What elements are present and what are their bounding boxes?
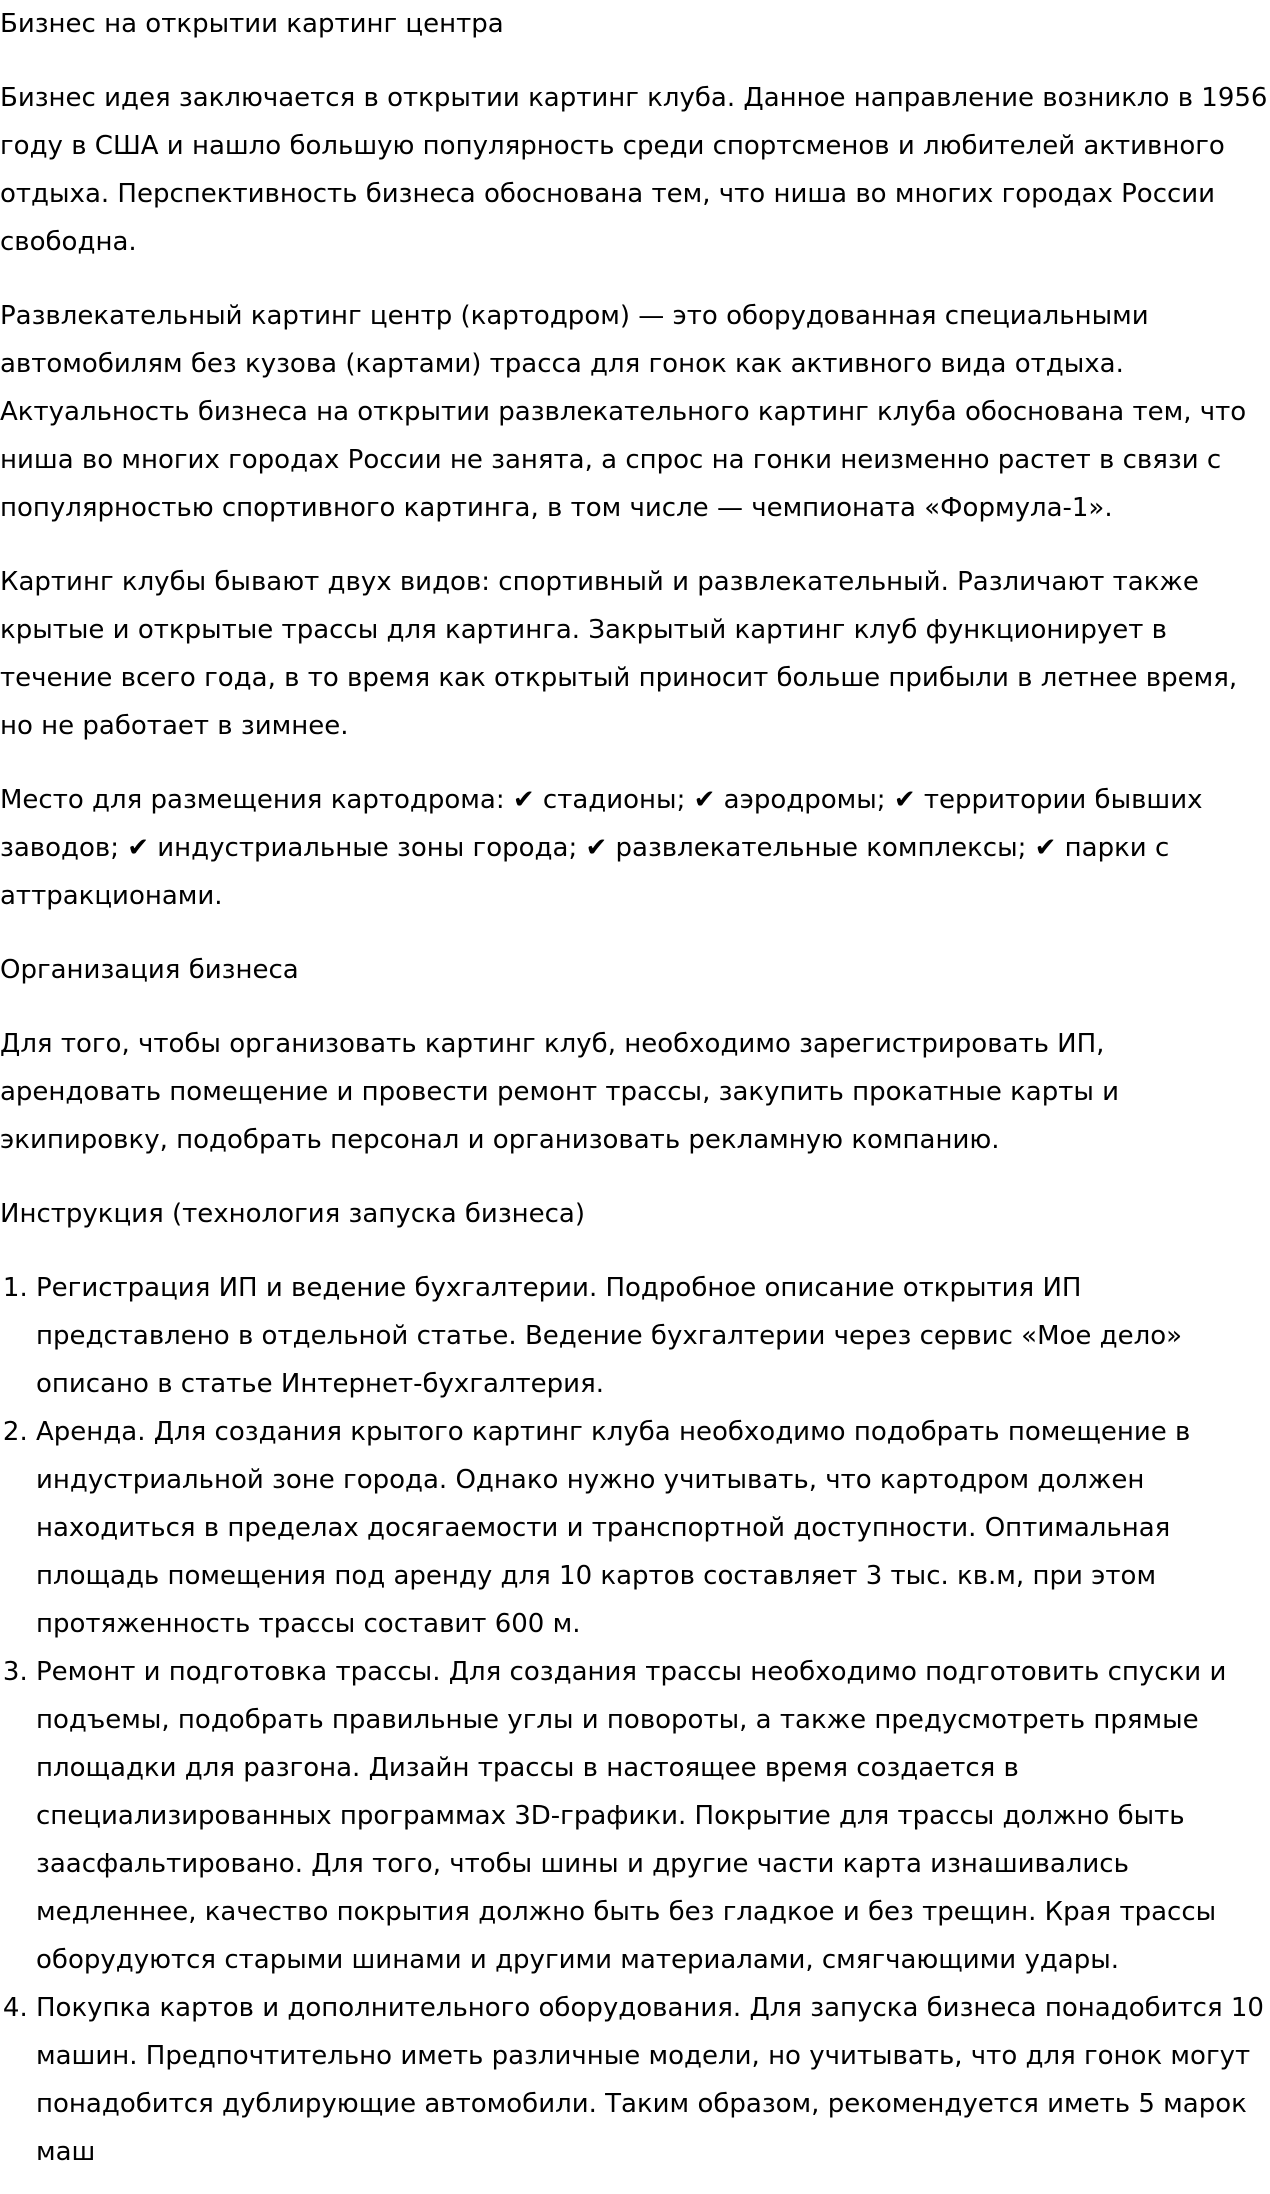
- section-heading-organization: Организация бизнеса: [0, 955, 299, 985]
- paragraph-locations: Место для размещения картодрома: ✔ стадионы; ✔ аэродромы; ✔ территории бывших заводов; ✔ индустриальные зоны города; ✔ развлекательные комплексы; ✔ парки с аттракционами.: [0, 785, 1203, 911]
- section-heading-instructions: Инструкция (технология запуска бизнеса): [0, 1199, 586, 1229]
- article-title: Бизнес на открытии картинг центра: [0, 9, 504, 39]
- steps-list: [0, 1264, 1270, 2176]
- paragraph-intro: Бизнес идея заключается в открытии картинг клуба. Данное направление возникло в 1956 году в США и нашло большую популярность среди спортсменов и любителей активного отдыха. Перспективность бизнеса обоснована тем, что ниша во многих городах России свободна.: [0, 83, 1268, 257]
- paragraph-organization: Для того, чтобы организовать картинг клуб, необходимо зарегистрировать ИП, арендовать помещение и провести ремонт трассы, закупить прокатные карты и экипировку, подобрать персонал и организовать рекламную компанию.: [0, 1029, 1120, 1155]
- step-item-track-repair: 3. Ремонт и подготовка трассы. Для создания трассы необходимо подготовить спуски и подъемы, подобрать правильные углы и повороты, а также предусмотреть прямые площадки для разгона. Дизайн трассы в настоящее время создается в специализированных программах 3D-графики. Покрытие для трассы должно быть заасфальтировано. Для того, чтобы шины и другие части карта изнашивались медленнее, качество покрытия должно быть без гладкое и без трещин. Края трассы оборудуются старыми шинами и другими материалами, смягчающими удары.: [36, 1648, 1270, 1984]
- step-item-karts-purchase: 4. Покупка картов и дополнительного оборудования. Для запуска бизнеса понадобится 10 машин. Предпочтительно иметь различные модели, но учитывать, что для гонок могут понадобится дублирующие автомобили. Таким образом, рекомендуется иметь 5 марок маш: [36, 1984, 1270, 2176]
- step-item-registration: 1. Регистрация ИП и ведение бухгалтерии. Подробное описание открытия ИП представлено в отдельной статье. Ведение бухгалтерии через сервис «Мое дело» описано в статье Интернет-бухгалтерия.: [36, 1264, 1270, 1408]
- paragraph-club-types: Картинг клубы бывают двух видов: спортивный и развлекательный. Различают также крытые и открытые трассы для картинга. Закрытый картинг клуб функционирует в течение всего года, в то время как открытый приносит больше прибыли в летнее время, но не работает в зимнее.: [0, 567, 1238, 741]
- paragraph-karting-center: Развлекательный картинг центр (картодром) — это оборудованная специальными автомобилям без кузова (картами) трасса для гонок как активного вида отдыха. Актуальность бизнеса на открытии развлекательного картинг клуба обоснована тем, что ниша во многих городах России не занята, а спрос на гонки неизменно растет в связи с популярностью спортивного картинга, в том числе — чемпионата «Формула-1».: [0, 301, 1247, 523]
- step-item-rent: 2. Аренда. Для создания крытого картинг клуба необходимо подобрать помещение в индустриальной зоне города. Однако нужно учитывать, что картодром должен находиться в пределах досягаемости и транспортной доступности. Оптимальная площадь помещения под аренду для 10 картов составляет 3 тыс. кв.м, при этом протяженность трассы составит 600 м.: [36, 1408, 1270, 1648]
